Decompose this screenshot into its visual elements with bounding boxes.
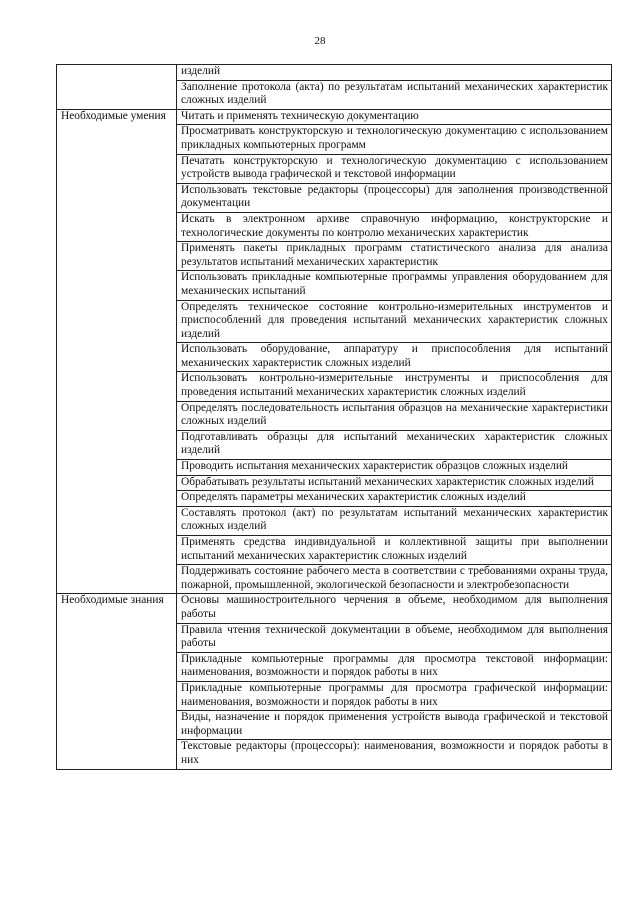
requirement-text: Виды, назначение и порядок применения устройств вывода графической и текстовой информации [177, 711, 612, 740]
requirement-text: Поддерживать состояние рабочего места в соответствии с требованиями охраны труда, пожарной, промышленной, экологической безопасности и электробезопасности [177, 565, 612, 594]
table-row [57, 65, 612, 81]
requirement-text: Применять средства индивидуальной и коллективной защиты при выполнении испытаний механических характеристик сложных изделий [177, 536, 612, 565]
requirement-text: Заполнение протокола (акта) по результатам испытаний механических характеристик сложных изделий [177, 80, 612, 109]
requirement-text: Проводить испытания механических характеристик образцов сложных изделий [177, 460, 612, 476]
requirement-text: Определять последовательность испытания образцов на механические характеристики сложных изделий [177, 401, 612, 430]
requirement-text: Подготавливать образцы для испытаний механических характеристик сложных изделий [177, 430, 612, 459]
requirement-text: Читать и применять техническую документацию [177, 109, 612, 125]
requirement-text: Основы машиностроительного черчения в объеме, необходимом для выполнения работы [177, 594, 612, 623]
requirement-text: Применять пакеты прикладных программ статистического анализа для анализа результатов испытаний механических характеристик [177, 242, 612, 271]
requirement-text: Определять техническое состояние контрольно-измерительных инструментов и приспособлений для проведения испытаний механических характеристик сложных изделий [177, 300, 612, 343]
requirements-table [56, 64, 612, 770]
section-label: Необходимые умения [57, 109, 177, 594]
requirement-text: Просматривать конструкторскую и технологическую документацию с использованием прикладных компьютерных программ [177, 125, 612, 154]
requirement-text: Обрабатывать результаты испытаний механических характеристик сложных изделий [177, 475, 612, 491]
table-row [57, 109, 612, 125]
requirement-text: Использовать прикладные компьютерные программы управления оборудованием для механических испытаний [177, 271, 612, 300]
requirement-text: Текстовые редакторы (процессоры): наименования, возможности и порядок работы в них [177, 740, 612, 769]
requirement-text: изделий [177, 65, 612, 81]
section-label: Необходимые знания [57, 594, 177, 769]
requirement-text: Использовать контрольно-измерительные инструменты и приспособления для проведения испытаний механических характеристик сложных изделий [177, 372, 612, 401]
requirement-text: Правила чтения технической документации в объеме, необходимом для выполнения работы [177, 623, 612, 652]
requirement-text: Прикладные компьютерные программы для просмотра текстовой информации: наименования, возможности и порядок работы в них [177, 652, 612, 681]
requirement-text: Использовать текстовые редакторы (процессоры) для заполнения производственной документации [177, 183, 612, 212]
page-number: 28 [314, 35, 326, 47]
requirement-text: Печатать конструкторскую и технологическую документацию с использованием устройств вывода графической и текстовой информации [177, 154, 612, 183]
requirement-text: Искать в электронном архиве справочную информацию, конструкторские и технологические документы по контролю механических характеристик [177, 212, 612, 241]
requirements-table-body [57, 65, 612, 770]
requirement-text: Составлять протокол (акт) по результатам испытаний механических характеристик сложных изделий [177, 506, 612, 535]
requirement-text: Определять параметры механических характеристик сложных изделий [177, 491, 612, 507]
requirement-text: Прикладные компьютерные программы для просмотра графической информации: наименования, возможности и порядок работы в них [177, 681, 612, 710]
section-label [57, 65, 177, 110]
table-row [57, 594, 612, 623]
requirement-text: Использовать оборудование, аппаратуру и приспособления для испытаний механических характеристик сложных изделий [177, 343, 612, 372]
